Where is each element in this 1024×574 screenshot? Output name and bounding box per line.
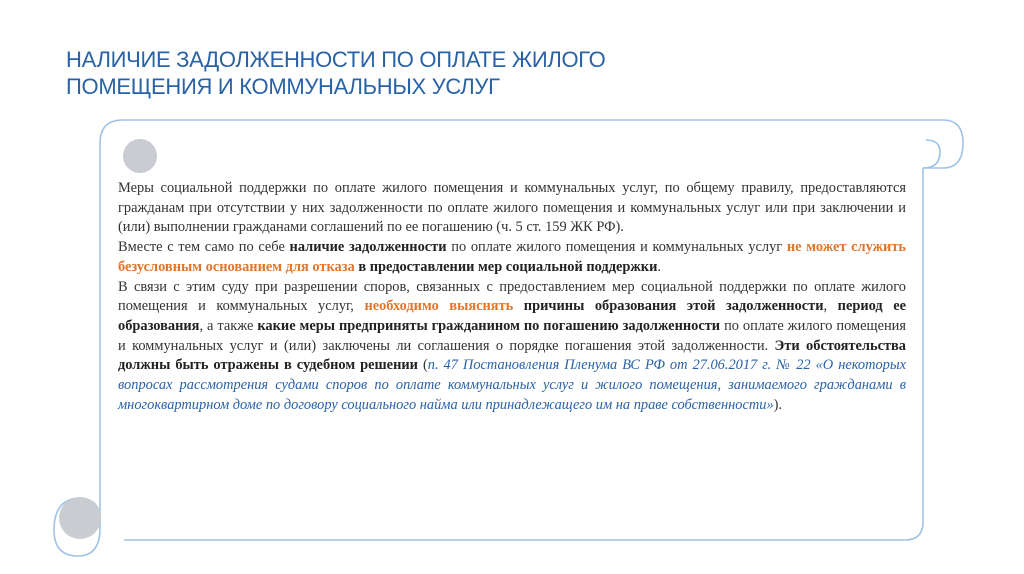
paragraph-2 (118, 238, 906, 277)
paragraph-3-bold-4: Эти обстоятельства должны быть отражены в судебном решении (118, 337, 906, 374)
paragraph-3-text-2: , (823, 298, 838, 315)
paragraph-3-text-5: ( (417, 357, 428, 374)
paragraph-2-text-1: Вместе с тем само по себе (118, 239, 290, 256)
paragraph-2-bold-1: наличие задолженности (289, 239, 447, 256)
paragraph-3-text-1: В связи с этим суду при разрешении споров, связанных с предоставлением мер социальной поддержки по оплате жилого помещения и коммунальных услуг, (118, 278, 906, 315)
paragraph-1-text: Меры социальной поддержки по оплате жилого помещения и коммунальных услуг, по общему правилу, предоставляются гражданам при отсутствии у них задолженности по оплате жилого помещения и коммунальных услуг или при заключении и (или) выполнении гражданами соглашений по ее погашению (ч. 5 ст. 159 ЖК РФ). (118, 180, 906, 236)
scroll-bottom-curl (59, 497, 101, 539)
paragraph-3-bold-2: период ее образования (118, 298, 907, 334)
paragraph-3-accent: необходимо выяснять (364, 298, 514, 315)
paragraph-3 (118, 278, 906, 416)
paragraph-3-text-3: , а также (199, 317, 258, 334)
slide-title-line-2: ПОМЕЩЕНИЯ И КОММУНАЛЬНЫХ УСЛУГ (66, 74, 500, 99)
paragraph-3-reference: п. 47 Постановления Пленума ВС РФ от 27.06.2017 г. № 22 «О некоторых вопросах рассмотрения судами споров по оплате коммунальных услуг и жилого помещения, занимаемого гражданами в многоквартирном доме по договору социального найма или принадлежащего им на праве собственности» (118, 357, 907, 413)
paragraph-3-bold-1: причины образования этой задолженности (513, 298, 824, 315)
paragraph-1 (118, 179, 906, 238)
paragraph-3-text-4: по оплате жилого помещения и коммунальных услуг и (или) заключены ли соглашения о порядке погашения этой задолженности. (118, 317, 907, 354)
scroll-top-curl (123, 139, 157, 173)
paragraph-2-bold-2: в предоставлении мер социальной поддержки (354, 258, 658, 275)
paragraph-3-bold-3: какие меры предприняты гражданином по погашению задолженности (257, 317, 721, 334)
text-content (118, 179, 906, 415)
paragraph-2-text-3: . (657, 258, 661, 275)
paragraph-2-text-2: по оплате жилого помещения и коммунальных услуг (446, 239, 787, 256)
paragraph-2-accent: не может служить безусловным основанием для отказа (118, 239, 907, 275)
paragraph-3-text-6: ). (773, 396, 783, 413)
slide-title-line-1: НАЛИЧИЕ ЗАДОЛЖЕННОСТИ ПО ОПЛАТЕ ЖИЛОГО (66, 47, 606, 72)
